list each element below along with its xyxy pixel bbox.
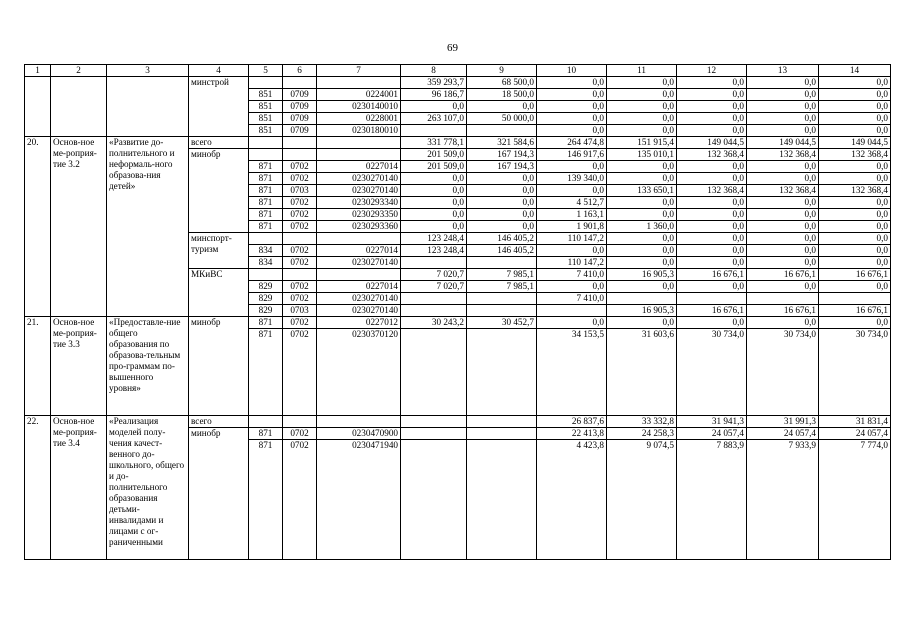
table-cell: 149 044,5 (819, 137, 891, 149)
table-cell: 0230293340 (317, 197, 401, 209)
table-cell: 123 248,4 (401, 245, 467, 257)
table-cell: 0,0 (607, 173, 677, 185)
table-cell: 167 194,3 (467, 161, 537, 173)
table-cell: 0,0 (467, 197, 537, 209)
table-cell (401, 329, 467, 416)
table-cell: 0702 (283, 245, 317, 257)
table-cell: 1 360,0 (607, 221, 677, 233)
table-cell: 7 985,1 (467, 281, 537, 293)
table-cell: 30 734,0 (747, 329, 819, 416)
column-header: 10 (537, 65, 607, 77)
table-cell: 110 147,2 (537, 257, 607, 269)
table-cell: 123 248,4 (401, 233, 467, 245)
page-number: 69 (447, 42, 458, 54)
table-cell: 16 905,3 (607, 305, 677, 317)
table-cell (317, 149, 401, 161)
table-cell (537, 305, 607, 317)
table-cell: 0,0 (467, 209, 537, 221)
budget-table (24, 64, 891, 560)
table-cell: 24 057,4 (747, 428, 819, 440)
table-cell: 0,0 (819, 281, 891, 293)
table-cell: 0709 (283, 113, 317, 125)
table-cell: 871 (249, 209, 283, 221)
table-cell: 0,0 (677, 257, 747, 269)
executor-cell: всего (189, 137, 249, 149)
table-cell: 0230293350 (317, 209, 401, 221)
table-cell: 851 (249, 89, 283, 101)
table-row (25, 77, 891, 89)
table-cell: 68 500,0 (467, 77, 537, 89)
table-cell: 0,0 (537, 281, 607, 293)
table-cell: 9 074,5 (607, 440, 677, 560)
table-cell (283, 149, 317, 161)
table-cell: 0,0 (677, 317, 747, 329)
table-cell: 0230140010 (317, 101, 401, 113)
table-cell: 851 (249, 125, 283, 137)
table-cell: 18 500,0 (467, 89, 537, 101)
table-cell: 33 332,8 (607, 416, 677, 428)
column-header: 8 (401, 65, 467, 77)
table-cell: 0230470900 (317, 428, 401, 440)
table-cell: 26 837,6 (537, 416, 607, 428)
table-cell: 167 194,3 (467, 149, 537, 161)
table-cell: 0,0 (401, 185, 467, 197)
table-cell (283, 269, 317, 281)
table-cell (25, 77, 51, 137)
table-cell: 7 410,0 (537, 269, 607, 281)
table-cell: 0,0 (677, 161, 747, 173)
table-cell: 132 368,4 (819, 185, 891, 197)
table-cell: 0,0 (677, 281, 747, 293)
table-cell: 264 474,8 (537, 137, 607, 149)
table-cell: 0,0 (677, 89, 747, 101)
table-cell: 0,0 (819, 173, 891, 185)
table-cell: 201 509,0 (401, 149, 467, 161)
table-cell: 7 933,9 (747, 440, 819, 560)
table-cell: 7 774,0 (819, 440, 891, 560)
table-cell: 0,0 (819, 113, 891, 125)
measure-type: Основ-ное ме-роприя-тие 3.3 (51, 317, 107, 416)
table-cell: 0,0 (607, 161, 677, 173)
table-cell: 0,0 (819, 257, 891, 269)
table-cell: 16 676,1 (677, 269, 747, 281)
table-cell: 0702 (283, 173, 317, 185)
table-cell: 4 423,8 (537, 440, 607, 560)
table-cell (401, 257, 467, 269)
table-cell: 871 (249, 197, 283, 209)
table-cell: 24 057,4 (819, 428, 891, 440)
table-cell: 0,0 (747, 161, 819, 173)
table-cell: 0,0 (747, 233, 819, 245)
table-cell: 0702 (283, 317, 317, 329)
table-cell: 24 057,4 (677, 428, 747, 440)
table-cell: минстрой (189, 77, 249, 137)
table-cell (249, 149, 283, 161)
table-cell: 0702 (283, 329, 317, 416)
table-cell (317, 137, 401, 149)
table-cell: 132 368,4 (677, 185, 747, 197)
table-cell: 0,0 (607, 233, 677, 245)
table-cell: 0,0 (677, 245, 747, 257)
table-cell: 871 (249, 317, 283, 329)
table-cell: 829 (249, 281, 283, 293)
table-cell: 135 010,1 (607, 149, 677, 161)
table-cell (249, 269, 283, 281)
table-cell: 834 (249, 245, 283, 257)
table-cell: 0,0 (819, 197, 891, 209)
table-cell: 0,0 (819, 125, 891, 137)
table-cell (317, 77, 401, 89)
column-header: 1 (25, 65, 51, 77)
table-cell: 0,0 (607, 245, 677, 257)
table-cell: 0,0 (747, 89, 819, 101)
table-cell: 0,0 (401, 197, 467, 209)
table-cell: 0230293360 (317, 221, 401, 233)
table-cell: 0,0 (537, 101, 607, 113)
table-cell: 331 778,1 (401, 137, 467, 149)
table-cell: 7 020,7 (401, 269, 467, 281)
table-cell (401, 305, 467, 317)
table-cell: 851 (249, 101, 283, 113)
table-cell: 871 (249, 221, 283, 233)
table-cell (467, 125, 537, 137)
table-cell (401, 125, 467, 137)
table-cell: 1 901,8 (537, 221, 607, 233)
table-cell: 1 163,1 (537, 209, 607, 221)
table-cell: 0,0 (819, 101, 891, 113)
table-cell: 0,0 (537, 317, 607, 329)
table-cell: 0,0 (747, 221, 819, 233)
table-cell: 16 676,1 (819, 305, 891, 317)
table-cell: 0702 (283, 209, 317, 221)
table-cell: 31 603,6 (607, 329, 677, 416)
table-cell: 149 044,5 (747, 137, 819, 149)
table-cell: 0,0 (677, 221, 747, 233)
table-cell: 132 368,4 (819, 149, 891, 161)
table-cell: 16 905,3 (607, 269, 677, 281)
table-cell: 321 584,6 (467, 137, 537, 149)
table-cell: 0,0 (467, 173, 537, 185)
column-header: 4 (189, 65, 249, 77)
table-cell: 0,0 (607, 113, 677, 125)
table-cell: 0,0 (537, 89, 607, 101)
table-cell (283, 137, 317, 149)
table-cell: 132 368,4 (677, 149, 747, 161)
table-cell (317, 416, 401, 428)
table-cell: 30 452,7 (467, 317, 537, 329)
measure-name: «Предоставле-ние общего образования по образова-тельным про-граммам по-вышенного уровня» (107, 317, 189, 416)
table-cell: 0,0 (401, 173, 467, 185)
table-cell: 0,0 (401, 221, 467, 233)
table-cell: 0709 (283, 89, 317, 101)
table-cell: 0702 (283, 281, 317, 293)
table-cell: 0230270140 (317, 257, 401, 269)
table-cell: 829 (249, 293, 283, 305)
table-cell: 96 186,7 (401, 89, 467, 101)
table-cell: 0702 (283, 221, 317, 233)
table-cell: 22 413,8 (537, 428, 607, 440)
executor-cell: МКиВС (189, 269, 249, 317)
table-cell: 0,0 (677, 101, 747, 113)
table-cell: 0703 (283, 185, 317, 197)
table-cell: 0702 (283, 257, 317, 269)
table-cell: 0230270140 (317, 305, 401, 317)
column-header: 6 (283, 65, 317, 77)
table-cell (249, 233, 283, 245)
table-cell: 0,0 (401, 101, 467, 113)
table-cell: 0,0 (607, 317, 677, 329)
table-cell (283, 416, 317, 428)
table-cell: 7 410,0 (537, 293, 607, 305)
table-cell (317, 233, 401, 245)
executor-cell: всего (189, 416, 249, 428)
table-row (25, 416, 891, 428)
column-header: 14 (819, 65, 891, 77)
table-cell: 31 831,4 (819, 416, 891, 428)
table-cell: 0,0 (677, 125, 747, 137)
table-cell (283, 233, 317, 245)
table-cell: 0,0 (747, 197, 819, 209)
table-cell (677, 293, 747, 305)
table-cell: 0,0 (819, 89, 891, 101)
table-cell: 110 147,2 (537, 233, 607, 245)
table-cell: 30 734,0 (677, 329, 747, 416)
executor-cell: минспорт-туризм (189, 233, 249, 269)
table-cell: 0,0 (677, 233, 747, 245)
table-cell: 0,0 (819, 209, 891, 221)
row-number: 22. (25, 416, 51, 560)
table-cell: 34 153,5 (537, 329, 607, 416)
table-cell: 4 512,7 (537, 197, 607, 209)
table-cell: 871 (249, 329, 283, 416)
table-cell: 7 020,7 (401, 281, 467, 293)
table-cell (249, 416, 283, 428)
table-cell: 0,0 (537, 185, 607, 197)
table-cell: 0709 (283, 125, 317, 137)
table-cell: 0,0 (467, 221, 537, 233)
table-cell: 0230370120 (317, 329, 401, 416)
measure-name: «Развитие до-полнительного и неформаль-ного образова-ния детей» (107, 137, 189, 317)
table-cell: 16 676,1 (747, 269, 819, 281)
table-cell: 0,0 (747, 101, 819, 113)
table-cell: 30 734,0 (819, 329, 891, 416)
table-cell: 0702 (283, 197, 317, 209)
table-cell: 0,0 (747, 281, 819, 293)
table-cell: 0,0 (677, 209, 747, 221)
table-cell: 0228001 (317, 113, 401, 125)
table-cell: 0,0 (677, 173, 747, 185)
table-cell: 0227014 (317, 161, 401, 173)
table-cell (401, 440, 467, 560)
table-cell: 0703 (283, 305, 317, 317)
table-cell: 263 107,0 (401, 113, 467, 125)
column-header: 12 (677, 65, 747, 77)
table-cell: 0702 (283, 293, 317, 305)
table-cell (467, 257, 537, 269)
table-cell: 16 676,1 (747, 305, 819, 317)
table-cell: 0224001 (317, 89, 401, 101)
table-cell: 0,0 (819, 245, 891, 257)
table-cell: 0,0 (747, 209, 819, 221)
column-header: 9 (467, 65, 537, 77)
table-cell: 871 (249, 440, 283, 560)
table-cell: 0,0 (747, 173, 819, 185)
table-cell: 0,0 (607, 281, 677, 293)
column-header: 7 (317, 65, 401, 77)
table-cell: 0,0 (747, 317, 819, 329)
column-header: 3 (107, 65, 189, 77)
table-cell: 0,0 (819, 233, 891, 245)
column-header: 2 (51, 65, 107, 77)
table-cell: 0227014 (317, 281, 401, 293)
table-cell: 30 243,2 (401, 317, 467, 329)
table-cell: 0,0 (607, 101, 677, 113)
table-cell: 0,0 (819, 317, 891, 329)
column-header: 5 (249, 65, 283, 77)
table-cell: 0,0 (677, 113, 747, 125)
table-cell: 139 340,0 (537, 173, 607, 185)
executor-cell: минобр (189, 428, 249, 560)
table-cell: 0,0 (607, 77, 677, 89)
table-cell: 0,0 (537, 77, 607, 89)
row-number: 20. (25, 137, 51, 317)
table-cell: 133 650,1 (607, 185, 677, 197)
table-cell (249, 77, 283, 89)
table-cell (283, 77, 317, 89)
table-cell (317, 269, 401, 281)
row-number: 21. (25, 317, 51, 416)
table-cell (607, 293, 677, 305)
table-cell (401, 428, 467, 440)
table-cell: 0,0 (537, 113, 607, 125)
table-cell (107, 77, 189, 137)
measure-type: Основ-ное ме-роприя-тие 3.2 (51, 137, 107, 317)
table-cell: 146 405,2 (467, 245, 537, 257)
table-cell: 16 676,1 (819, 269, 891, 281)
table-cell: 0230270140 (317, 173, 401, 185)
table-cell: 24 258,3 (607, 428, 677, 440)
measure-name: «Реализация моделей полу-чения качест-венного до-школьного, общего и до-полнительного образования детьми-инвалидами и лицами с ог-раниченными (107, 416, 189, 560)
table-cell: 359 293,7 (401, 77, 467, 89)
table-cell: 0709 (283, 101, 317, 113)
table-cell: 31 941,3 (677, 416, 747, 428)
table-cell: 0,0 (537, 245, 607, 257)
table-cell: 829 (249, 305, 283, 317)
table-cell: 0,0 (819, 161, 891, 173)
table-cell: 0230180010 (317, 125, 401, 137)
table-cell: 0230270140 (317, 293, 401, 305)
table-cell: 871 (249, 428, 283, 440)
table-cell: 132 368,4 (747, 185, 819, 197)
header-row (25, 65, 891, 77)
table-cell (819, 293, 891, 305)
table-cell: 0702 (283, 161, 317, 173)
table-cell: 0,0 (607, 197, 677, 209)
table-row (25, 317, 891, 329)
table-cell: 0,0 (747, 245, 819, 257)
table-cell: 0,0 (747, 77, 819, 89)
executor-cell: минобр (189, 149, 249, 233)
table-cell (401, 416, 467, 428)
table-cell (401, 293, 467, 305)
table-row (25, 137, 891, 149)
table-cell: 0,0 (401, 209, 467, 221)
measure-type: Основ-ное ме-роприя-тие 3.4 (51, 416, 107, 560)
table-cell: 0,0 (819, 221, 891, 233)
table-cell (467, 329, 537, 416)
table-cell: 0,0 (747, 257, 819, 269)
column-header: 13 (747, 65, 819, 77)
table-cell: 0,0 (607, 257, 677, 269)
table-cell: 0,0 (467, 185, 537, 197)
table-cell (51, 77, 107, 137)
table-cell: 0,0 (747, 113, 819, 125)
table-cell: 0230270140 (317, 185, 401, 197)
table-cell: 851 (249, 113, 283, 125)
table-cell: 0,0 (537, 161, 607, 173)
table-cell: 0,0 (677, 197, 747, 209)
table-cell: 7 883,9 (677, 440, 747, 560)
table-cell: 0702 (283, 428, 317, 440)
table-cell: 0,0 (467, 101, 537, 113)
table-cell: 50 000,0 (467, 113, 537, 125)
table-cell: 0,0 (747, 125, 819, 137)
table-cell (467, 305, 537, 317)
table-cell: 0702 (283, 440, 317, 560)
table-cell: 834 (249, 257, 283, 269)
table-cell: 132 368,4 (747, 149, 819, 161)
table-cell: 146 405,2 (467, 233, 537, 245)
table-cell: 0230471940 (317, 440, 401, 560)
table-cell: 146 917,6 (537, 149, 607, 161)
table-cell: 0,0 (607, 125, 677, 137)
table-cell: 0,0 (537, 125, 607, 137)
table-cell (249, 137, 283, 149)
table-cell: 871 (249, 173, 283, 185)
table-cell: 0,0 (607, 89, 677, 101)
table-cell: 31 991,3 (747, 416, 819, 428)
table-cell: 7 985,1 (467, 269, 537, 281)
table-cell: 149 044,5 (677, 137, 747, 149)
table-cell: 0,0 (677, 77, 747, 89)
table-cell (467, 293, 537, 305)
table-cell: 16 676,1 (677, 305, 747, 317)
table-cell: 871 (249, 161, 283, 173)
table-cell: 0,0 (607, 209, 677, 221)
table-cell: 151 915,4 (607, 137, 677, 149)
table-cell: 871 (249, 185, 283, 197)
table-cell: 0227012 (317, 317, 401, 329)
column-header: 11 (607, 65, 677, 77)
table-cell: 0227014 (317, 245, 401, 257)
table-cell (467, 440, 537, 560)
table-cell: 201 509,0 (401, 161, 467, 173)
executor-cell: минобр (189, 317, 249, 416)
table-cell (747, 293, 819, 305)
table-cell (467, 416, 537, 428)
table-cell (467, 428, 537, 440)
table-cell: 0,0 (819, 77, 891, 89)
